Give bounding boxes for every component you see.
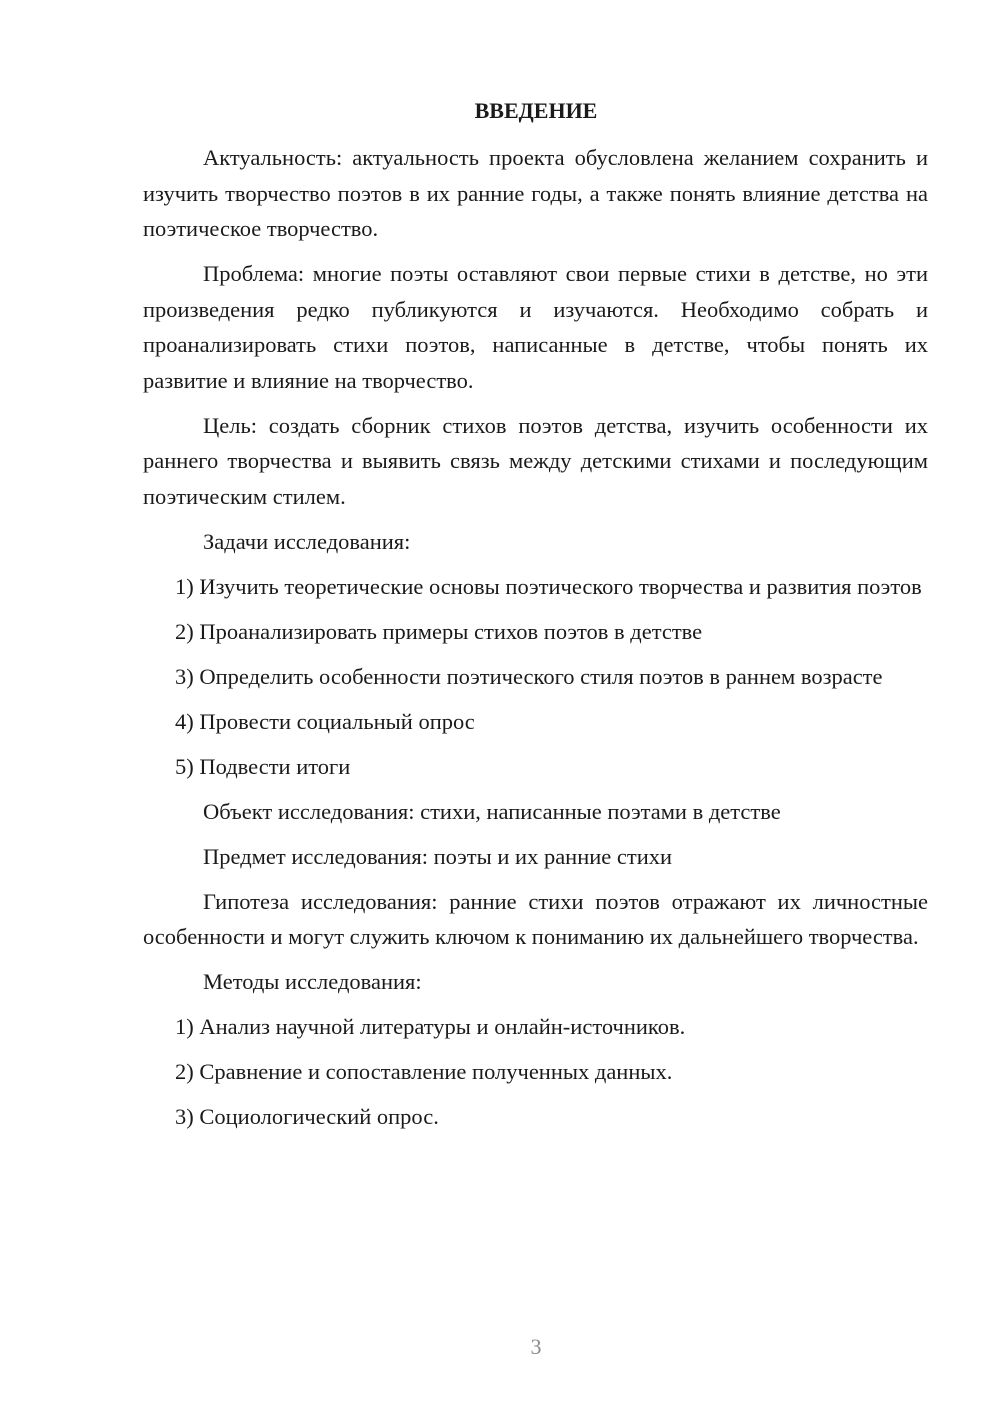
method-item-3: 3) Социологический опрос. (175, 1104, 439, 1129)
page-title: ВВЕДЕНИЕ (474, 98, 598, 123)
task-item-5: 5) Подвести итоги (175, 753, 351, 779)
paragraph-research-subject: Предмет исследования: поэты и их ранние стихи (203, 843, 673, 869)
paragraph-hypothesis: Гипотеза исследования: ранние стихи поэтов отражают их личностные особенности и могут служить ключом к пониманию их дальнейшего творчества. (143, 888, 928, 949)
paragraph-research-object: Объект исследования: стихи, написанные поэтами в детстве (203, 798, 781, 824)
page-number: 3 (530, 1334, 542, 1359)
task-item-2: 2) Проанализировать примеры стихов поэтов в детстве (175, 618, 703, 644)
paragraph-problem: Проблема: многие поэты оставляют свои первые стихи в детстве, но эти произведения редко публикуются и изучаются. Необходимо собрать и проанализировать стихи поэтов, написанные в детстве, чтобы понять их развитие и влияние на творчество. (143, 261, 928, 393)
paragraph-tasks-heading: Задачи исследования: (203, 528, 411, 554)
paragraph-methods-heading: Методы исследования: (203, 969, 422, 994)
method-item-1: 1) Анализ научной литературы и онлайн-источников. (175, 1014, 686, 1039)
paragraph-goal: Цель: создать сборник стихов поэтов детства, изучить особенности их раннего творчества и выявить связь между детскими стихами и последующим поэтическим стилем. (143, 412, 928, 509)
document-body (143, 140, 928, 1144)
paragraph-relevance: Актуальность: актуальность проекта обусловлена желанием сохранить и изучить творчество поэтов в их ранние годы, а также понять влияние детства на поэтическое творчество. (143, 145, 928, 241)
task-item-1: 1) Изучить теоретические основы поэтического творчества и развития поэтов (175, 573, 922, 599)
task-item-3: 3) Определить особенности поэтического стиля поэтов в раннем возрасте (175, 663, 883, 689)
method-item-2: 2) Сравнение и сопоставление полученных данных. (175, 1059, 673, 1084)
task-item-4: 4) Провести социальный опрос (175, 708, 475, 734)
